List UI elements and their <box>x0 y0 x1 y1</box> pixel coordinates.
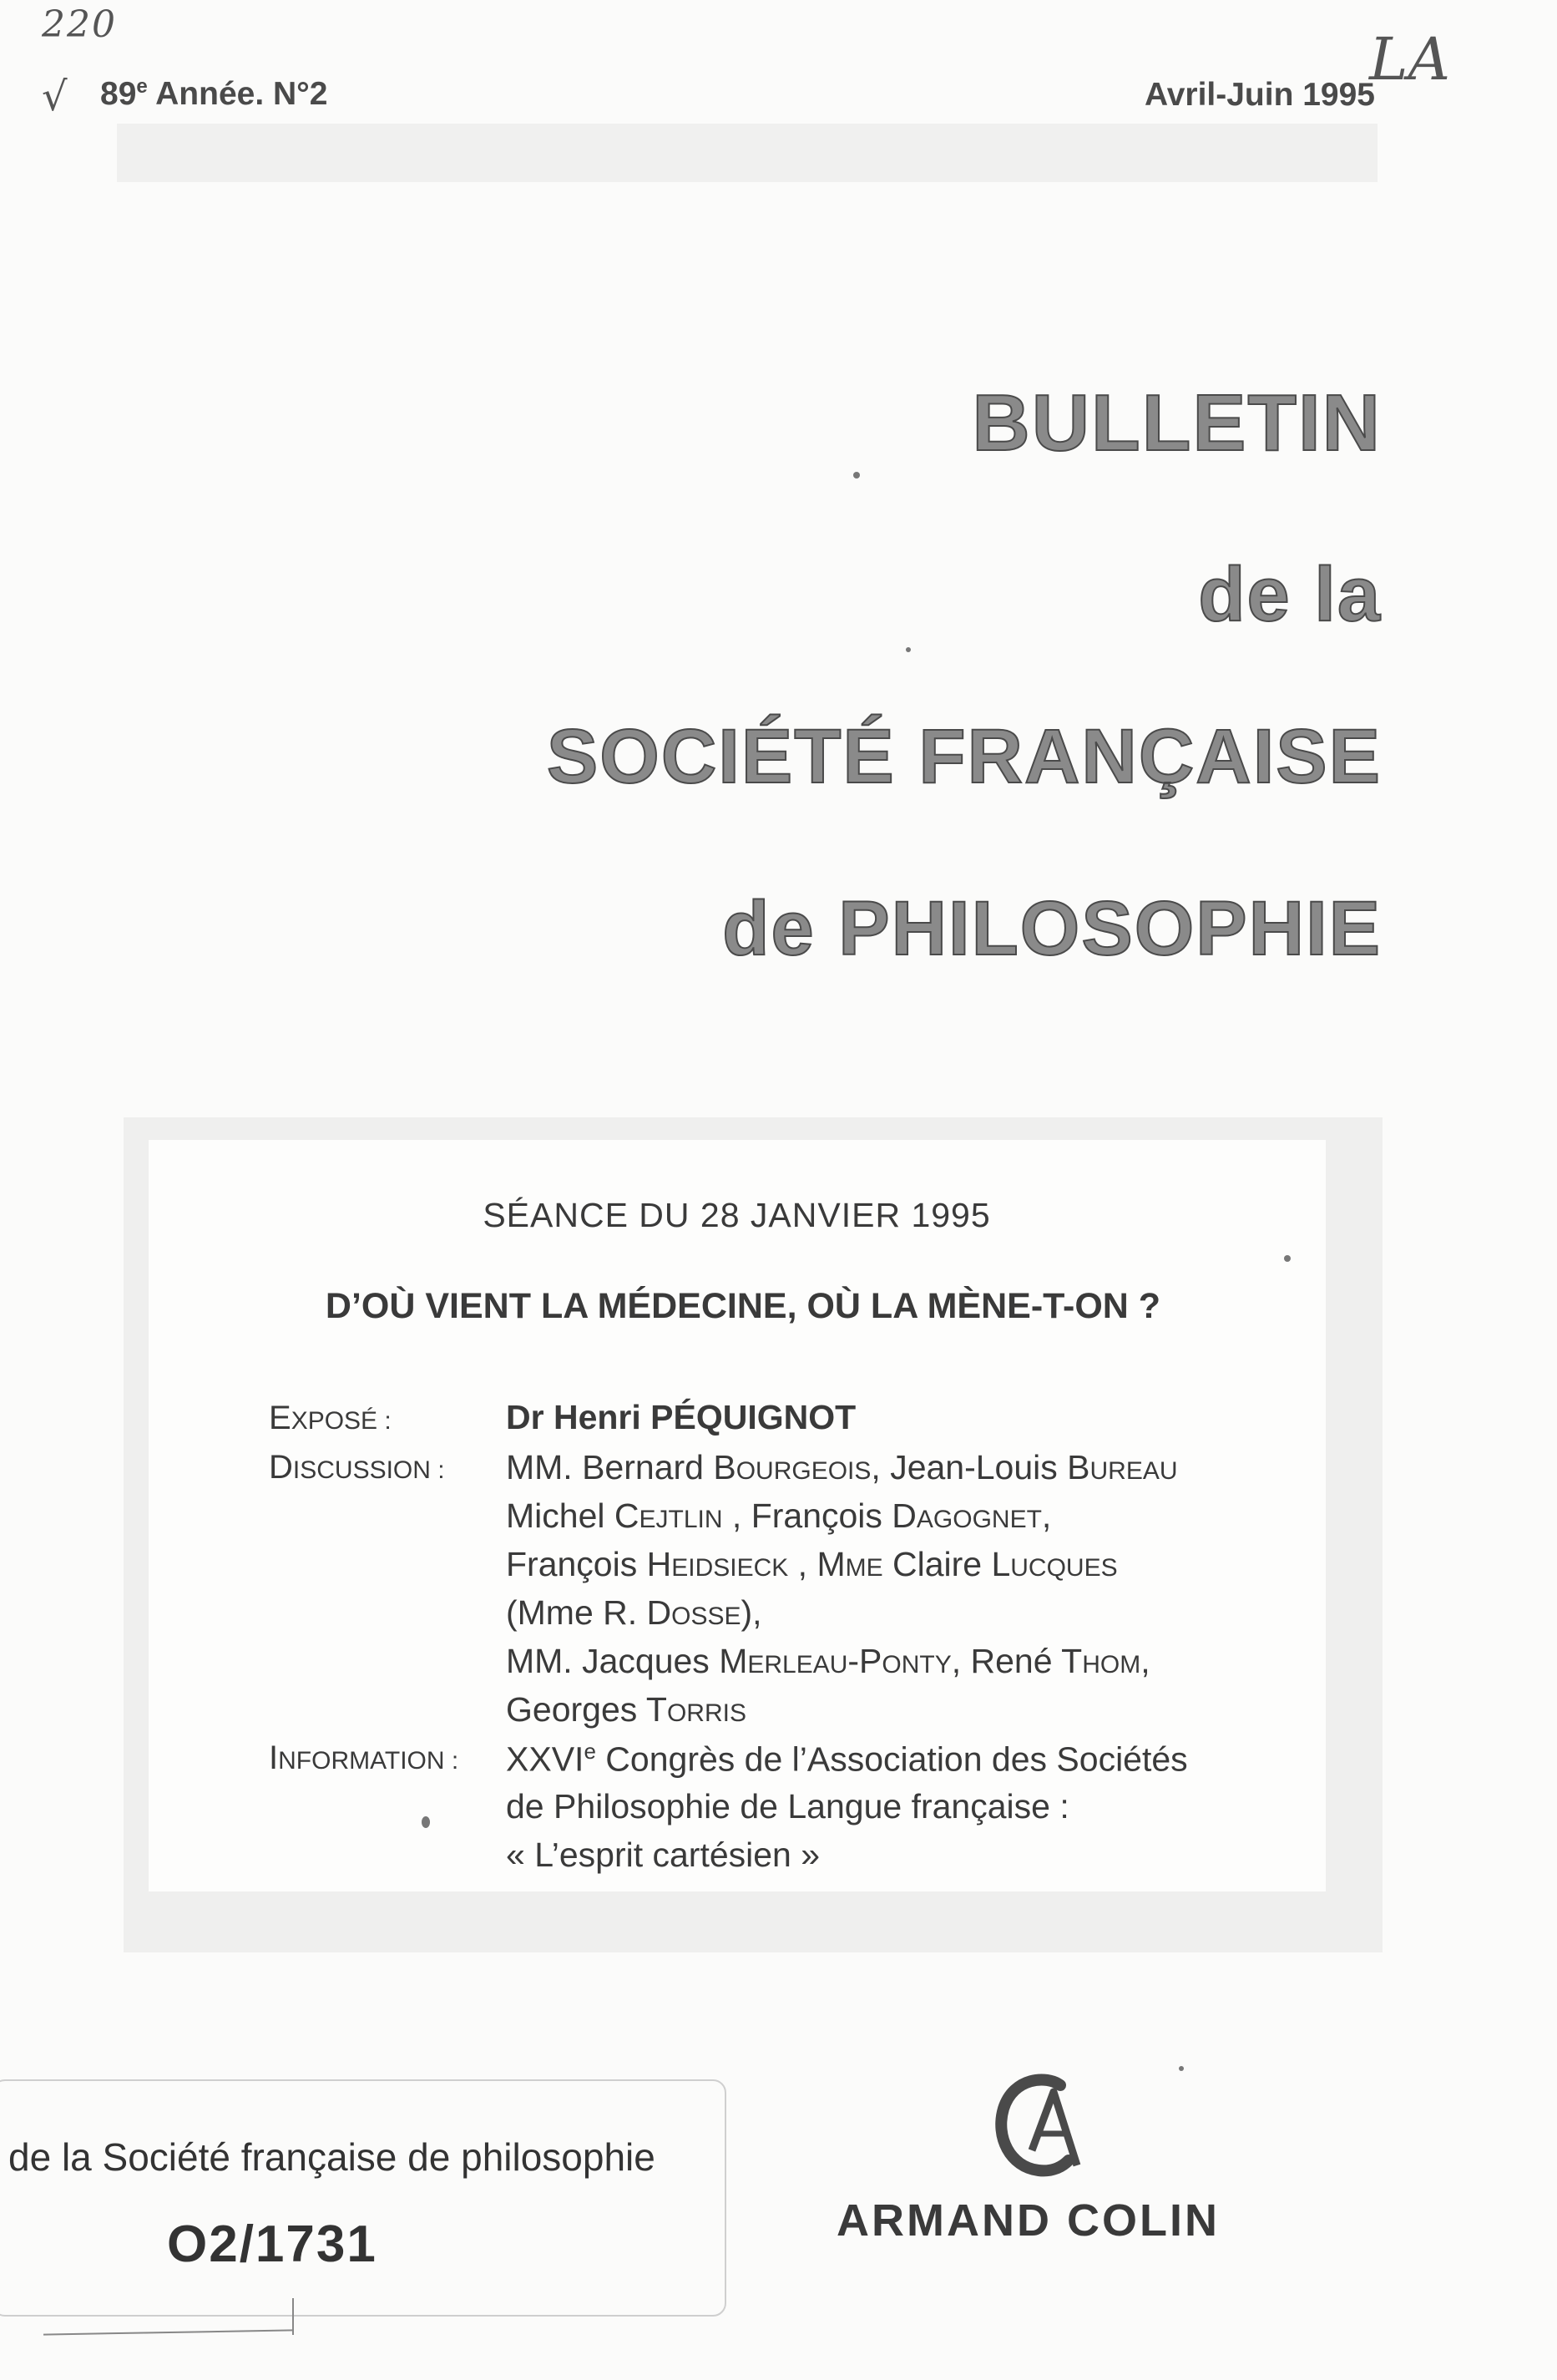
issue-number: 89e Année. N°2 <box>100 75 328 112</box>
discussion-line-6: Georges TORRIS <box>506 1690 746 1729</box>
ink-line <box>43 2329 294 2335</box>
discussion-line-4: (Mme R. DOSSE), <box>506 1593 762 1632</box>
publisher-name: ARMAND COLIN <box>837 2195 1220 2246</box>
speck <box>422 1816 430 1828</box>
title-societe-francaise: SOCIÉTÉ FRANÇAISE <box>546 714 1382 799</box>
session-question: D’OÙ VIENT LA MÉDECINE, OÙ LA MÈNE-T-ON ? <box>325 1286 1161 1326</box>
library-label-title: de la Société française de philosophie <box>8 2135 655 2179</box>
speck <box>1179 2066 1184 2071</box>
discussion-line-3: François HEIDSIECK , MME Claire LUCQUES <box>506 1545 1118 1583</box>
header-band <box>117 124 1378 182</box>
label-information: INFORMATION : <box>269 1739 459 1776</box>
handwritten-initials: LA <box>1369 25 1451 94</box>
library-label-shelfmark: O2/1731 <box>167 2215 377 2273</box>
speck <box>906 647 911 652</box>
handwritten-number: 220 <box>42 3 117 46</box>
speck <box>1284 1255 1291 1262</box>
label-expose: EXPOSÉ : <box>269 1400 392 1436</box>
publisher-logo-icon <box>988 2067 1097 2184</box>
title-de-philosophie: de PHILOSOPHIE <box>722 886 1382 971</box>
title-bulletin: BULLETIN <box>972 378 1382 468</box>
handwritten-check-mark: √ <box>42 73 68 120</box>
issue-date: Avril-Juin 1995 <box>1144 77 1375 113</box>
information-line-3: « L’esprit cartésien » <box>506 1836 821 1874</box>
discussion-line-1: MM. Bernard BOURGEOIS, Jean-Louis BUREAU <box>506 1448 1178 1486</box>
title-de-la: de la <box>1198 552 1382 637</box>
information-line-1: XXVIe Congrès de l’Association des Sociétés <box>506 1739 1188 1779</box>
speaker-name: Dr Henri PÉQUIGNOT <box>506 1398 857 1436</box>
label-discussion: DISCUSSION : <box>269 1449 445 1486</box>
information-line-2: de Philosophie de Langue française : <box>506 1787 1069 1826</box>
speck <box>853 472 860 479</box>
session-date: SÉANCE DU 28 JANVIER 1995 <box>483 1196 991 1234</box>
ink-line-vertical <box>292 2298 294 2335</box>
discussion-line-5: MM. Jacques MERLEAU-PONTY, René THOM, <box>506 1642 1150 1680</box>
discussion-line-2: Michel CEJTLIN , François DAGOGNET, <box>506 1496 1052 1535</box>
library-label <box>0 2079 726 2317</box>
